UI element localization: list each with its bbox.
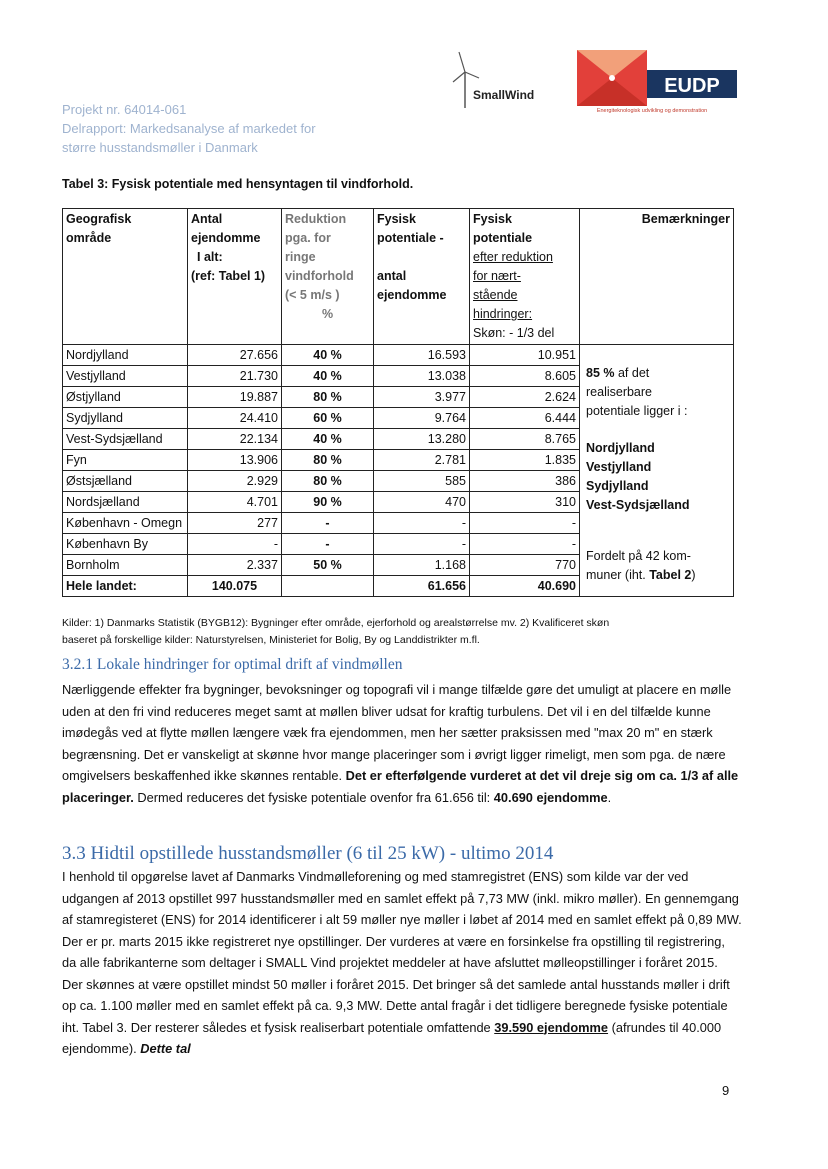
smallwind-logo-text: SmallWind bbox=[473, 88, 535, 102]
report-title-line1: Delrapport: Markedsanalyse af markedet for bbox=[62, 121, 316, 136]
table-header-row bbox=[63, 209, 734, 345]
cell-area: Sydjylland bbox=[63, 408, 188, 429]
cell-reduction: 40 % bbox=[282, 366, 374, 387]
cell-after: 386 bbox=[470, 471, 580, 492]
cell-total: 27.656 bbox=[188, 345, 282, 366]
cell-potential: 61.656 bbox=[374, 576, 470, 597]
document-header-meta bbox=[62, 100, 316, 157]
cell-reduction: - bbox=[282, 513, 374, 534]
remarks-summary: 85 % af det realiserbare potentiale ligger i : bbox=[586, 366, 688, 418]
section-3-2-1-paragraph: Nærliggende effekter fra bygninger, bevoksninger og topografi vil i mange tilfælde gøre det umuligt at placere en mølle uden at den fri vind reduceres meget samt at møllen bliver udsat for kraftig turbulens. Det vil i en del tilfælde kunne imødegås ved at flytte møllen længere væk fra ejendommen, men her sætter praksissen med "max 20 m" en stærk begrænsning. Det er vanskeligt at skønne hvor mange placeringer som i øvrigt ligger rimeligt, men som pga. de nære omgivelsers beskaffenhed ikke skønnes rentable. Det er efterfølgende vurderet at det vil dreje sig om ca. 1/3 af alle placeringer. Dermed reduceres det fysiske potentiale ovenfor fra 61.656 til: 40.690 ejendomme. bbox=[62, 682, 739, 805]
table-caption: Tabel 3: Fysisk potentiale med hensyntagen til vindforhold. bbox=[62, 177, 414, 191]
cell-potential: - bbox=[374, 534, 470, 555]
cell-after: 2.624 bbox=[470, 387, 580, 408]
cell-total: 22.134 bbox=[188, 429, 282, 450]
cell-after: - bbox=[470, 513, 580, 534]
cell-area: Vest-Sydsjælland bbox=[63, 429, 188, 450]
cell-reduction: 40 % bbox=[282, 345, 374, 366]
cell-potential: - bbox=[374, 513, 470, 534]
cell-area: Fyn bbox=[63, 450, 188, 471]
cell-area: København By bbox=[63, 534, 188, 555]
header-remarks: Bemærkninger bbox=[580, 209, 734, 345]
cell-total: 4.701 bbox=[188, 492, 282, 513]
cell-after: 40.690 bbox=[470, 576, 580, 597]
header-total: Antal ejendomme I alt: (ref: Tabel 1) bbox=[188, 209, 282, 345]
remarks-cell bbox=[580, 345, 734, 597]
header-potential: Fysisk potentiale - antal ejendomme bbox=[374, 209, 470, 345]
report-title-line2: større husstandsmøller i Danmark bbox=[62, 140, 258, 155]
cell-after: 6.444 bbox=[470, 408, 580, 429]
remarks-regions: Nordjylland Vestjylland Sydjylland Vest-Sydsjælland bbox=[586, 441, 690, 512]
section-heading-3-2-1: 3.2.1 Lokale hindringer for optimal drift af vindmøllen bbox=[62, 656, 403, 673]
cell-total: 21.730 bbox=[188, 366, 282, 387]
cell-area: Nordsjælland bbox=[63, 492, 188, 513]
cell-total: 19.887 bbox=[188, 387, 282, 408]
section-3-3-paragraph: I henhold til opgørelse lavet af Danmarks Vindmølleforening og med stamregistret (ENS) som kilde var der ved udgangen af 2013 opstillet 997 husstandsmøller med en samlet effekt på 7,73 MW (inkl. mikro møller). En gennemgang af stamregisteret (ENS) for 2014 identificerer i alt 59 møller nye møller i løbet af 2014 med en samlet effekt på 0,89 MW. Der er pr. marts 2015 ikke registreret nye opstillinger. Der vurderes at være en forsinkelse fra opstilling til registrering, da alle fabrikanterne som deltager i SMALL Vind projektet meddeler at have afsluttet mølleopstillinger i foråret 2015. Der skønnes at være opstillet mindst 50 møller i foråret 2015. Det bringer så det samlede antal husstands møller i drift op ca. 1.100 møller med en samlet effekt på ca. 9,3 MW. Dette antal fragår i det tidligere beregnede fysiske potentiale iht. Tabel 3. Der resterer således et fysisk realiserbart potentiale omfattende 39.590 ejendomme (afrundes til 40.000 ejendomme). Dette tal bbox=[62, 869, 742, 1056]
cell-area: København - Omegn bbox=[63, 513, 188, 534]
cell-reduction: 40 % bbox=[282, 429, 374, 450]
cell-area: Nordjylland bbox=[63, 345, 188, 366]
cell-after: 1.835 bbox=[470, 450, 580, 471]
cell-area: Østjylland bbox=[63, 387, 188, 408]
cell-potential: 13.280 bbox=[374, 429, 470, 450]
page-number: 9 bbox=[722, 1083, 730, 1098]
cell-area: Hele landet: bbox=[63, 576, 188, 597]
eudp-logo bbox=[567, 50, 737, 118]
cell-total: 2.337 bbox=[188, 555, 282, 576]
eudp-logo-text: EUDP bbox=[664, 75, 720, 97]
potential-table bbox=[62, 208, 734, 597]
cell-total: - bbox=[188, 534, 282, 555]
cell-total: 24.410 bbox=[188, 408, 282, 429]
header-after-reduction: Fysisk potentiale efter reduktion for nært- stående hindringer: Skøn: - 1/3 del bbox=[470, 209, 580, 345]
cell-area: Østsjælland bbox=[63, 471, 188, 492]
cell-reduction: 90 % bbox=[282, 492, 374, 513]
cell-potential: 16.593 bbox=[374, 345, 470, 366]
cell-after: - bbox=[470, 534, 580, 555]
cell-potential: 13.038 bbox=[374, 366, 470, 387]
cell-after: 770 bbox=[470, 555, 580, 576]
cell-reduction bbox=[282, 576, 374, 597]
section-heading-3-3: 3.3 Hidtil opstillede husstandsmøller (6 til 25 kW) - ultimo 2014 bbox=[62, 843, 554, 864]
table-sources: Kilder: 1) Danmarks Statistik (BYGB12): Bygninger efter område, ejerforhold og arealstørrelse mv. 2) Kvalificeret skøn baseret på forskellige kilder: Naturstyrelsen, Ministeriet for Bolig, By og Landdistrikter m.fl. bbox=[62, 617, 610, 646]
cell-potential: 9.764 bbox=[374, 408, 470, 429]
smallwind-logo bbox=[445, 50, 555, 110]
cell-total: 2.929 bbox=[188, 471, 282, 492]
cell-reduction: 80 % bbox=[282, 387, 374, 408]
cell-reduction: - bbox=[282, 534, 374, 555]
cell-reduction: 80 % bbox=[282, 471, 374, 492]
cell-reduction: 60 % bbox=[282, 408, 374, 429]
cell-area: Vestjylland bbox=[63, 366, 188, 387]
cell-area: Bornholm bbox=[63, 555, 188, 576]
project-number: Projekt nr. 64014-061 bbox=[62, 102, 187, 117]
cell-after: 310 bbox=[470, 492, 580, 513]
cell-after: 10.951 bbox=[470, 345, 580, 366]
remarks-municipalities: Fordelt på 42 kom- muner (iht. Tabel 2) bbox=[586, 549, 696, 582]
cell-total: 13.906 bbox=[188, 450, 282, 471]
cell-potential: 470 bbox=[374, 492, 470, 513]
cell-reduction: 80 % bbox=[282, 450, 374, 471]
cell-total: 277 bbox=[188, 513, 282, 534]
cell-after: 8.605 bbox=[470, 366, 580, 387]
eudp-tagline: Energiteknologisk udvikling og demonstration bbox=[596, 108, 708, 114]
cell-potential: 2.781 bbox=[374, 450, 470, 471]
cell-total: 140.075 bbox=[188, 576, 282, 597]
cell-potential: 3.977 bbox=[374, 387, 470, 408]
cell-potential: 585 bbox=[374, 471, 470, 492]
cell-potential: 1.168 bbox=[374, 555, 470, 576]
cell-reduction: 50 % bbox=[282, 555, 374, 576]
table-row bbox=[63, 345, 734, 366]
header-area: Geografisk område bbox=[63, 209, 188, 345]
header-reduction: Reduktion pga. for ringe vindforhold (< 5 m/s ) % bbox=[282, 209, 374, 345]
cell-after: 8.765 bbox=[470, 429, 580, 450]
eudp-logo-graphic bbox=[567, 50, 737, 108]
